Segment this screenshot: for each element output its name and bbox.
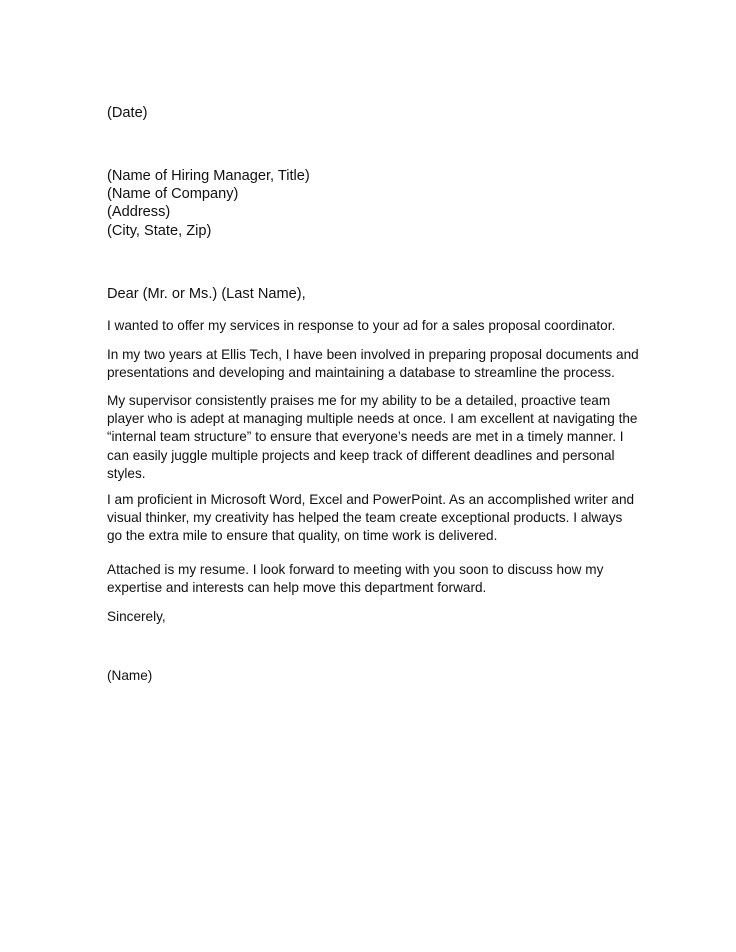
salutation-text: Dear (Mr. or Ms.) (Last Name), xyxy=(107,286,306,302)
signature xyxy=(107,667,667,685)
closing xyxy=(107,608,667,626)
recipient-city-state-zip: (City, State, Zip) xyxy=(107,222,212,239)
paragraph-line: styles. xyxy=(107,465,146,481)
paragraph-line: In my two years at Ellis Tech, I have been involved in preparing proposal documents and xyxy=(107,347,639,362)
paragraph-line: My supervisor consistently praises me for my ability to be a detailed, proactive team xyxy=(107,393,611,408)
paragraph-line: I wanted to offer my services in response to your ad for a sales proposal coordinator. xyxy=(107,318,616,333)
paragraph-2 xyxy=(107,346,667,382)
paragraph-line: expertise and interests can help move this department forward. xyxy=(107,580,487,596)
paragraph-line: presentations and developing and maintaining a database to streamline the process. xyxy=(107,365,615,381)
paragraph-3 xyxy=(107,392,667,483)
recipient-address: (Address) xyxy=(107,204,171,221)
paragraph-line: go the extra mile to ensure that quality, on time work is delivered. xyxy=(107,528,498,544)
paragraph-line: Attached is my resume. I look forward to meeting with you soon to discuss how my xyxy=(107,562,604,577)
signature-name: (Name) xyxy=(107,668,153,683)
date-line xyxy=(107,104,667,122)
salutation xyxy=(107,285,667,303)
paragraph-line: player who is adept at managing multiple needs at once. I am excellent at navigating the xyxy=(107,411,638,427)
paragraph-line: “internal team structure” to ensure that everyone’s needs are met in a timely manner. I xyxy=(107,429,624,445)
paragraph-1 xyxy=(107,317,667,335)
paragraph-line: I am proficient in Microsoft Word, Excel and PowerPoint. As an accomplished writer and xyxy=(107,492,635,507)
paragraph-line: can easily juggle multiple projects and keep track of different deadlines and personal xyxy=(107,447,615,463)
paragraph-5 xyxy=(107,561,667,597)
recipient-name-title: (Name of Hiring Manager, Title) xyxy=(107,168,310,184)
paragraph-4 xyxy=(107,491,667,546)
paragraph-line: visual thinker, my creativity has helped the team create exceptional products. I always xyxy=(107,510,623,526)
closing-text: Sincerely, xyxy=(107,609,166,624)
date-text: (Date) xyxy=(107,105,148,121)
recipient-company: (Name of Company) xyxy=(107,186,239,203)
recipient-address-block xyxy=(107,167,667,240)
